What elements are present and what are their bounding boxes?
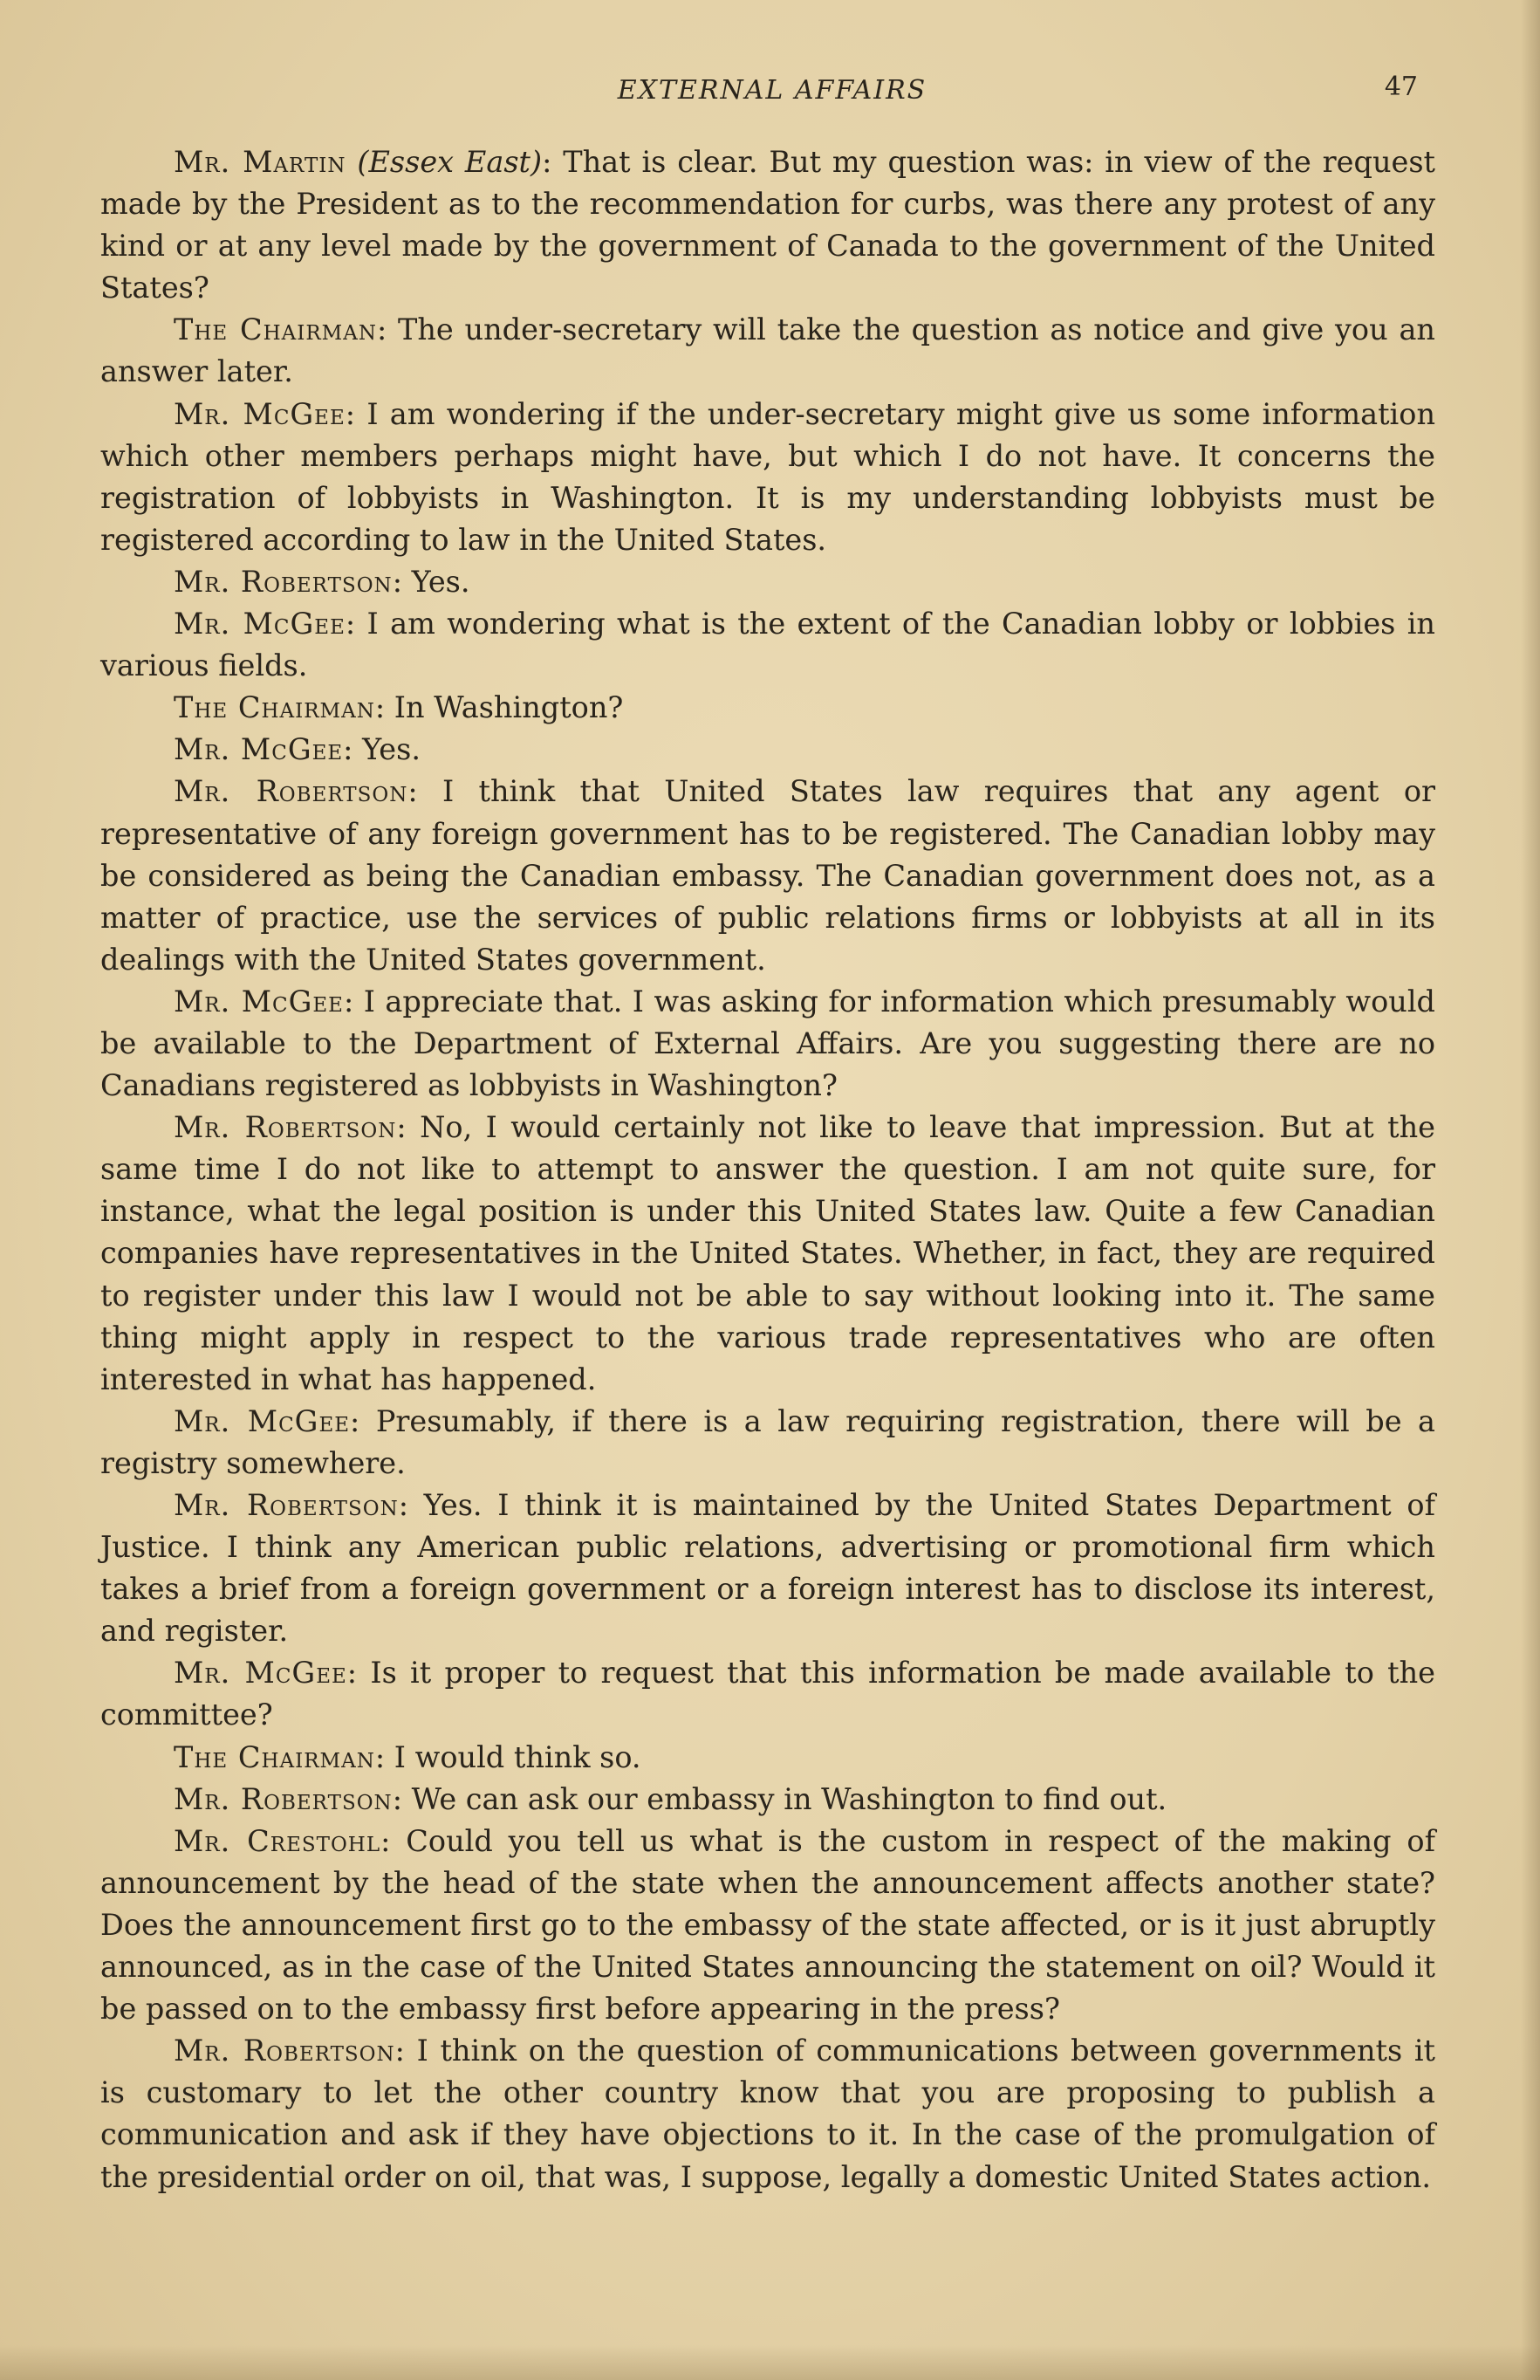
paragraph <box>100 141 1435 309</box>
speaker-colon: : <box>396 1110 421 1145</box>
speaker-colon: : <box>346 1656 371 1691</box>
speaker-colon: : <box>376 312 399 347</box>
speaker-name: Mr. Robertson <box>174 564 393 599</box>
paragraph-text: I would think so. <box>394 1739 641 1774</box>
paragraph <box>100 1737 1435 1779</box>
paragraph-text: I am wondering if the under-secretary might give us some information which other members perhaps might have, but which I do not have. It concerns the registration of lobbyists in Washington. It is my understanding lobbyists must be registered according to law in the United States. <box>100 396 1436 557</box>
speaker-name: Mr. McGee <box>174 607 346 641</box>
paragraph <box>100 1652 1435 1736</box>
paragraph <box>100 2030 1435 2198</box>
paragraph <box>100 1779 1435 1821</box>
paragraph-text: In Washington? <box>394 690 624 725</box>
paragraph-text: I am wondering what is the extent of the Canadian lobby or lobbies in various fields. <box>100 607 1436 683</box>
paragraph <box>100 309 1435 393</box>
speaker-colon: : <box>345 396 367 431</box>
page-number: 47 <box>1384 72 1418 102</box>
speaker-colon: : <box>407 774 442 809</box>
speaker-name: Mr. Robertson <box>174 774 408 809</box>
paragraph-text: That is clear. But my question was: in view of the request made by the President as to the recommendation for curbs, was there any protest of any kind or at any level made by the government of Canada to the government of the United States? <box>100 145 1435 305</box>
paragraph-text: The under-secretary will take the question as notice and give you an answer later. <box>100 312 1435 389</box>
speaker-riding: (Essex East) <box>357 145 543 179</box>
paragraph-text: Yes. <box>362 732 421 767</box>
speaker-colon: : <box>394 2034 417 2068</box>
paragraph-text: I think that United States law requires that any agent or representative of any foreign government has to be registered. The Canadian lobby may be considered as being the Canadian embassy. The Canadian government does not, as a matter of practice, use the services of public relations firms or lobbyists at all in its dealings with the United States government. <box>100 774 1435 977</box>
speaker-name: Mr. Robertson <box>174 1488 399 1522</box>
speaker-name: Mr. Crestohl <box>174 1823 381 1858</box>
speaker-name: The Chairman <box>174 1739 375 1774</box>
paragraph-text: Yes. I think it is maintained by the United States Department of Justice. I think any American public relations, advertising or promotional firm which takes a brief from a foreign government or a foreign interest has to disclose its interest, and register. <box>100 1488 1436 1649</box>
paragraph <box>100 394 1435 561</box>
speaker-colon: : <box>374 1739 394 1774</box>
paragraph-text: Is it proper to request that this information be made available to the committee? <box>100 1656 1436 1732</box>
paragraph-text: I think on the question of communications between governments it is customary to let the other country know that you are proposing to publish a communication and ask if they have objections to it. In the case of the promulgation of the presidential order on oil, that was, I suppose, legally a domestic United States action. <box>100 2034 1436 2194</box>
speaker-colon: : <box>542 145 564 179</box>
running-title: EXTERNAL AFFAIRS <box>617 75 927 106</box>
speaker-colon: : <box>374 690 394 725</box>
speaker-colon: : <box>398 1488 424 1522</box>
speaker-name: Mr. Martin <box>174 145 346 179</box>
page-header <box>100 70 1444 113</box>
speaker-name: Mr. McGee <box>174 984 344 1019</box>
speaker-colon: : <box>343 984 364 1019</box>
speaker-colon: : <box>350 1403 376 1438</box>
paragraph <box>100 603 1435 687</box>
paragraph <box>100 687 1435 729</box>
speaker-name: Mr. Robertson <box>174 1781 393 1816</box>
paragraph <box>100 1401 1435 1485</box>
paragraph-text: We can ask our embassy in Washington to find out. <box>411 1781 1167 1816</box>
speaker-name: Mr. McGee <box>174 1656 347 1691</box>
paragraph <box>100 561 1435 603</box>
speaker-colon: : <box>343 732 363 767</box>
speaker-name: Mr. Robertson <box>174 2034 395 2068</box>
paragraph <box>100 1821 1435 2030</box>
paragraph <box>100 1485 1435 1652</box>
speaker-name: The Chairman <box>174 312 377 347</box>
speaker-name: Mr. McGee <box>174 1403 351 1438</box>
paragraph <box>100 981 1435 1107</box>
speaker-name: Mr. McGee <box>174 732 344 767</box>
speaker-colon: : <box>392 1781 412 1816</box>
paragraph <box>100 771 1435 980</box>
page-edge-shadow <box>1521 0 1540 2380</box>
speaker-name: The Chairman <box>174 690 375 725</box>
speaker-name: Mr. McGee <box>174 396 346 431</box>
paragraph-text: Could you tell us what is the custom in respect of the making of announcement by the head of the state when the announcement affects another state? Does the announcement first go to the embassy of the state affected, or is it just abruptly announced, as in the case of the United States announcing the statement on oil? Would it be passed on to the embassy first before appearing in the press? <box>100 1823 1435 2027</box>
speaker-name: Mr. Robertson <box>174 1110 397 1145</box>
paragraph-text: I appreciate that. I was asking for information which presumably would be available to the Department of External Affairs. Are you suggesting there are no Canadians registered as lobbyists in Washington? <box>100 984 1436 1103</box>
paragraph-text: Yes. <box>411 564 470 599</box>
speaker-colon: : <box>345 607 367 641</box>
transcript-body <box>100 141 1435 2198</box>
page-bottom-shadow <box>0 2345 1540 2380</box>
paragraph-text: No, I would certainly not like to leave that impression. But at the same time I do not like to attempt to answer the question. I am not quite sure, for instance, what the legal position is under this United States law. Quite a few Canadian companies have representatives in the United States. Whether, in fact, they are required to register under this law I would not be able to say without looking into it. The same thing might apply in respect to the various trade representatives who are often interested in what has happened. <box>100 1110 1435 1396</box>
speaker-colon: : <box>380 1823 407 1858</box>
paragraph <box>100 1107 1435 1401</box>
paragraph-text: Presumably, if there is a law requiring registration, there will be a registry somewhere. <box>100 1403 1436 1480</box>
speaker-colon: : <box>392 564 412 599</box>
paragraph <box>100 729 1435 771</box>
